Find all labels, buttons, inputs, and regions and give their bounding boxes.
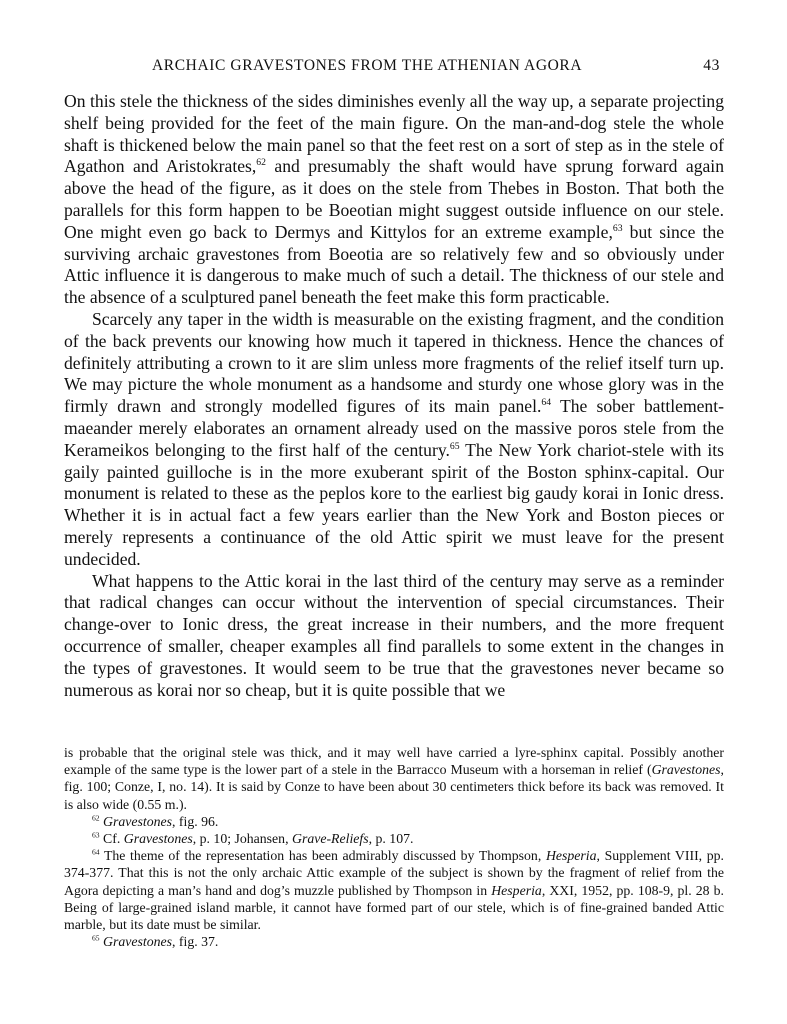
footnote-ref-64: 64 <box>541 397 552 409</box>
footnote-number: 65 <box>92 933 100 943</box>
text-run: , Supplement VIII, pp. 374-377. That this is not the only archaic Attic example of the subject is shown by the fragment of relief from the Agora depicting a man’s hand and dog’s muzzle published by Thompson in <box>64 848 725 898</box>
footnote-64 <box>64 847 724 933</box>
paragraph-2 <box>64 309 724 571</box>
italic-title: Gravestones <box>123 831 193 847</box>
italic-title: Hesperia <box>491 882 542 898</box>
footnote-number: 62 <box>92 813 100 823</box>
text-run: , fig. 37. <box>172 934 219 950</box>
footnote-65 <box>64 933 724 950</box>
main-text <box>64 91 724 701</box>
text-run: The New York chariot-stele with its gaily painted guilloche is in the more exuberant spirit of the Boston sphinx-capital. Our monument is related to these as the peplos kore to the earliest big gaudy korai in Ionic dress. Whether it is in actual fact a few years earlier than the New York and Boston pieces or merely represents a continuance of the old Attic spirit we must leave for the present undecided. <box>64 439 724 569</box>
running-header <box>64 57 724 81</box>
footnote-63 <box>64 830 724 847</box>
italic-title: Grave-Reliefs <box>291 831 369 847</box>
footnote-62 <box>64 813 724 830</box>
text-run: Scarcely any taper in the width is measurable on the existing fragment, and the condition of the back prevents our knowing how much it tapered in thickness. Hence the chances of definitely attributing a crown to it are slim unless more fragments of the relief itself turn up. We may picture the whole monument as a handsome and sturdy one whose glory was in the firmly drawn and strongly modelled figures of its main panel. <box>64 308 724 417</box>
text-run: The theme of the representation has been admirably discussed by Thompson, <box>103 848 546 864</box>
page-number: 43 <box>703 57 720 74</box>
text-run: but since the surviving archaic gravestones from Boeotia are so relatively few and so obviously under Attic influence it is dangerous to make much of such a detail. The thickness of our stele and the absence of a sculptured panel beneath the feet make this form practicable. <box>64 221 724 308</box>
italic-title: Gravestones <box>103 934 173 950</box>
footnote-ref-62: 62 <box>256 157 266 169</box>
paragraph-1 <box>64 91 724 309</box>
footnote-number: 63 <box>92 830 100 840</box>
paragraph-3: What happens to the Attic korai in the last third of the century may serve as a reminder that radical changes can occur without the intervention of special circumstances. Their change-over to Ionic dress, the great increase in their numbers, and the more frequent occurrence of smaller, cheaper examples all find parallels to some extent in the changes in the types of gravestones. It would seem to be true that the gravestones never became so numerous as korai nor so cheap, but it is quite possible that we <box>64 570 724 700</box>
text-run: On this stele the thickness of the sides diminishes evenly all the way up, a separate projecting shelf being provided for the feet of the main figure. On the man-and-dog stele the whole shaft is thickened below the main panel so that the feet rest on a sort of step as in the stele of Agathon and Aristokrates, <box>64 91 724 177</box>
footnotes <box>64 744 724 950</box>
footnote-ref-65: 65 <box>449 440 460 452</box>
footnote-ref-63: 63 <box>612 222 623 234</box>
text-run: and presumably the shaft would have sprung forward again above the head of the figure, as it does on the stele from Thebes in Boston. That both the parallels for this form happen to be Boeotian might suggest outside influence on our stele. One might even go back to Dermys and Kittylos for an extreme example, <box>64 156 724 242</box>
italic-title: Gravestones <box>103 813 173 829</box>
text-run: The sober battlement-maeander merely elaborates an ornament already used on the massive poros stele from the Kerameikos belonging to the first half of the century. <box>64 396 724 460</box>
running-title: ARCHAIC GRAVESTONES FROM THE ATHENIAN AGORA <box>152 57 583 74</box>
text-run: , fig. 96. <box>172 813 219 829</box>
text-run: , XXI, 1952, pp. 108-9, pl. 28 b. Being of large-grained island marble, it cannot have formed part of our stele, which is of fine-grained banded Attic marble, but its date must be similar. <box>64 882 724 933</box>
text-run: , p. 107. <box>368 831 414 847</box>
footnote-continued <box>64 744 724 813</box>
footnote-number: 64 <box>92 847 100 857</box>
text-run: Cf. <box>103 831 124 847</box>
italic-title: Hesperia <box>545 848 597 864</box>
italic-title: Gravestones <box>651 762 721 778</box>
text-run: , fig. 100; Conze, I, no. 14). It is said by Conze to have been about 30 centimeters thick before its back was removed. It is also wide (0.55 m.). <box>64 762 724 812</box>
text-run: , p. 10; Johansen, <box>192 831 292 847</box>
text-run: is probable that the original stele was thick, and it may well have carried a lyre-sphinx capital. Possibly another example of the same type is the lower part of a stele in the Barracco Museum with a horseman in relief ( <box>64 745 724 778</box>
